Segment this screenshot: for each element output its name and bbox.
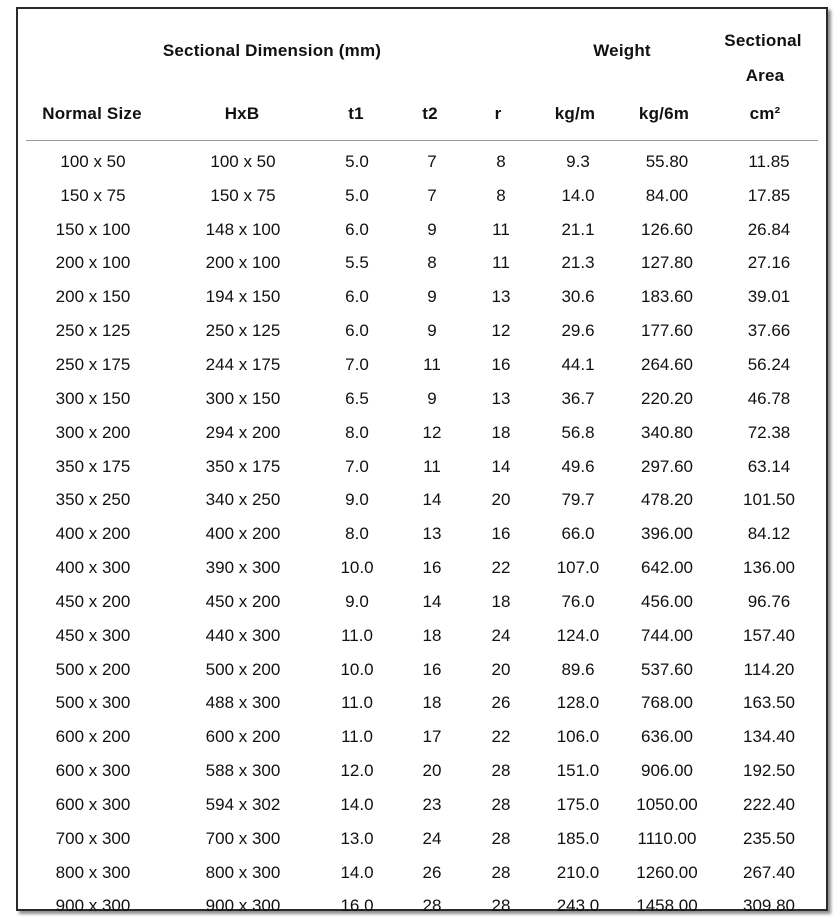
cell-t1: 6.0 — [345, 219, 369, 239]
cell-r: 11 — [492, 219, 510, 239]
table-row — [18, 517, 826, 551]
cell-area-cm2: 84.12 — [747, 524, 791, 544]
cell-kg-per-6m: 396.00 — [641, 524, 693, 544]
cell-kg-per-m: 14.0 — [561, 185, 595, 205]
cell-r: 14 — [491, 456, 511, 476]
cell-r: 13 — [491, 388, 511, 408]
cell-kg-per-6m: 177.60 — [641, 321, 693, 341]
table-row — [18, 348, 826, 382]
cell-hxb: 500 x 200 — [205, 659, 281, 679]
cell-t2: 16 — [422, 659, 442, 679]
cell-t1: 5.0 — [345, 151, 369, 171]
cell-hxb: 390 x 300 — [205, 558, 281, 578]
cell-r: 22 — [491, 727, 511, 747]
cell-hxb: 450 x 200 — [205, 591, 281, 611]
table-row — [18, 856, 826, 890]
cell-kg-per-m: 49.6 — [561, 456, 595, 476]
cell-t2: 9 — [427, 321, 437, 341]
cell-hxb: 200 x 100 — [205, 253, 281, 273]
cell-t2: 12 — [422, 422, 442, 442]
cell-hxb: 300 x 150 — [205, 388, 281, 408]
cell-t1: 16.0 — [340, 896, 374, 916]
cell-kg-per-m: 36.7 — [561, 388, 595, 408]
cell-t2: 17 — [422, 727, 442, 747]
cell-hxb: 150 x 75 — [210, 185, 276, 205]
header-sectional-area-line2: Area — [745, 66, 785, 85]
cell-r: 11 — [492, 253, 510, 273]
cell-normal-size: 150 x 100 — [55, 219, 131, 239]
cell-area-cm2: 235.50 — [743, 828, 795, 848]
cell-kg-per-m: 79.7 — [561, 490, 595, 510]
cell-area-cm2: 134.40 — [743, 727, 795, 747]
table-row — [18, 788, 826, 822]
cell-area-cm2: 157.40 — [743, 625, 795, 645]
table-row — [18, 450, 826, 484]
cell-t1: 5.5 — [345, 253, 369, 273]
cell-t1: 6.5 — [345, 388, 369, 408]
cell-normal-size: 350 x 250 — [55, 490, 131, 510]
table-row — [18, 619, 826, 653]
column-header-t1: t1 — [348, 104, 364, 123]
cell-r: 8 — [496, 151, 506, 171]
cell-hxb: 440 x 300 — [205, 625, 281, 645]
cell-hxb: 700 x 300 — [205, 828, 281, 848]
cell-t1: 10.0 — [340, 659, 374, 679]
cell-hxb: 244 x 175 — [205, 354, 281, 374]
table-body — [18, 145, 826, 923]
cell-hxb: 800 x 300 — [205, 862, 281, 882]
table-row — [18, 416, 826, 450]
cell-normal-size: 150 x 75 — [60, 185, 126, 205]
cell-r: 13 — [491, 287, 511, 307]
cell-area-cm2: 46.78 — [747, 388, 791, 408]
cell-area-cm2: 56.24 — [747, 354, 791, 374]
cell-kg-per-m: 76.0 — [561, 591, 595, 611]
cell-kg-per-6m: 478.20 — [641, 490, 693, 510]
cell-normal-size: 250 x 175 — [55, 354, 131, 374]
cell-t2: 13 — [422, 524, 442, 544]
cell-kg-per-6m: 642.00 — [641, 558, 693, 578]
table-row — [18, 890, 826, 923]
cell-normal-size: 900 x 300 — [55, 896, 131, 916]
cell-t2: 11 — [423, 456, 441, 476]
cell-t2: 11 — [423, 354, 441, 374]
cell-kg-per-m: 243.0 — [556, 896, 600, 916]
cell-area-cm2: 72.38 — [747, 422, 791, 442]
table-row — [18, 213, 826, 247]
cell-t1: 7.0 — [345, 354, 369, 374]
cell-normal-size: 500 x 300 — [55, 693, 131, 713]
cell-hxb: 600 x 200 — [205, 727, 281, 747]
cell-hxb: 148 x 100 — [205, 219, 281, 239]
table-row — [18, 179, 826, 213]
table-row — [18, 687, 826, 721]
cell-kg-per-6m: 537.60 — [641, 659, 693, 679]
cell-kg-per-6m: 906.00 — [641, 761, 693, 781]
table-row — [18, 822, 826, 856]
cell-hxb: 488 x 300 — [205, 693, 281, 713]
cell-kg-per-6m: 297.60 — [641, 456, 693, 476]
cell-area-cm2: 11.85 — [748, 151, 790, 171]
cell-area-cm2: 101.50 — [743, 490, 795, 510]
table-row — [18, 280, 826, 314]
cell-area-cm2: 37.66 — [747, 321, 791, 341]
cell-kg-per-m: 21.1 — [561, 219, 595, 239]
cell-t2: 28 — [422, 896, 442, 916]
cell-area-cm2: 17.85 — [747, 185, 791, 205]
header-divider — [26, 140, 818, 141]
cell-normal-size: 300 x 150 — [55, 388, 131, 408]
cell-kg-per-m: 185.0 — [556, 828, 600, 848]
cell-r: 28 — [491, 862, 511, 882]
cell-t1: 9.0 — [345, 591, 369, 611]
column-header-cm2: cm² — [749, 104, 781, 123]
column-header-kg-per-m: kg/m — [554, 104, 596, 123]
cell-area-cm2: 114.20 — [743, 659, 795, 679]
cell-kg-per-m: 151.0 — [556, 761, 600, 781]
cell-normal-size: 600 x 200 — [55, 727, 131, 747]
cell-normal-size: 100 x 50 — [60, 151, 126, 171]
cell-t2: 14 — [422, 490, 442, 510]
cell-area-cm2: 26.84 — [747, 219, 791, 239]
cell-t1: 11.0 — [341, 625, 373, 645]
cell-normal-size: 300 x 200 — [55, 422, 131, 442]
cell-kg-per-6m: 55.80 — [645, 151, 689, 171]
table-row — [18, 551, 826, 585]
data-table — [18, 145, 826, 923]
column-header-r: r — [494, 104, 502, 123]
cell-area-cm2: 63.14 — [747, 456, 791, 476]
cell-area-cm2: 136.00 — [743, 558, 795, 578]
cell-area-cm2: 163.50 — [743, 693, 795, 713]
cell-t2: 9 — [427, 219, 437, 239]
cell-kg-per-m: 106.0 — [556, 727, 600, 747]
cell-r: 22 — [491, 558, 511, 578]
table-row — [18, 247, 826, 281]
cell-t2: 26 — [422, 862, 442, 882]
cell-r: 18 — [491, 591, 511, 611]
cell-area-cm2: 27.16 — [747, 253, 791, 273]
cell-t1: 8.0 — [345, 422, 369, 442]
cell-kg-per-m: 21.3 — [561, 253, 595, 273]
cell-t2: 16 — [422, 558, 442, 578]
cell-hxb: 594 x 302 — [205, 794, 281, 814]
cell-hxb: 294 x 200 — [205, 422, 281, 442]
cell-normal-size: 600 x 300 — [55, 761, 131, 781]
cell-r: 20 — [491, 490, 511, 510]
cell-normal-size: 250 x 125 — [55, 321, 131, 341]
cell-kg-per-6m: 340.80 — [641, 422, 693, 442]
cell-kg-per-m: 56.8 — [561, 422, 595, 442]
cell-kg-per-6m: 84.00 — [645, 185, 689, 205]
cell-kg-per-6m: 1260.00 — [636, 862, 698, 882]
cell-t1: 14.0 — [340, 862, 374, 882]
cell-area-cm2: 192.50 — [743, 761, 795, 781]
cell-kg-per-6m: 744.00 — [641, 625, 693, 645]
cell-kg-per-m: 44.1 — [561, 354, 595, 374]
table-row — [18, 585, 826, 619]
cell-hxb: 250 x 125 — [205, 321, 281, 341]
cell-normal-size: 200 x 150 — [55, 287, 131, 307]
cell-t2: 7 — [427, 185, 437, 205]
cell-t1: 6.0 — [345, 287, 369, 307]
cell-normal-size: 700 x 300 — [55, 828, 131, 848]
cell-t1: 8.0 — [345, 524, 369, 544]
cell-t1: 14.0 — [340, 794, 374, 814]
cell-normal-size: 200 x 100 — [55, 253, 131, 273]
cell-kg-per-m: 124.0 — [556, 625, 600, 645]
cell-kg-per-m: 89.6 — [561, 659, 595, 679]
cell-kg-per-6m: 127.80 — [641, 253, 693, 273]
cell-normal-size: 450 x 200 — [55, 591, 131, 611]
cell-kg-per-m: 107.0 — [556, 558, 600, 578]
cell-r: 28 — [491, 761, 511, 781]
cell-t1: 10.0 — [340, 558, 374, 578]
cell-normal-size: 500 x 200 — [55, 659, 131, 679]
cell-kg-per-m: 30.6 — [561, 287, 595, 307]
cell-t2: 7 — [427, 151, 437, 171]
cell-t1: 5.0 — [345, 185, 369, 205]
cell-kg-per-6m: 636.00 — [641, 727, 693, 747]
cell-area-cm2: 39.01 — [747, 287, 791, 307]
table-row — [18, 145, 826, 179]
cell-t2: 18 — [422, 625, 442, 645]
cell-hxb: 350 x 175 — [205, 456, 281, 476]
cell-kg-per-m: 128.0 — [556, 693, 600, 713]
cell-t1: 13.0 — [340, 828, 374, 848]
cell-hxb: 100 x 50 — [210, 151, 276, 171]
cell-r: 8 — [496, 185, 506, 205]
cell-t1: 6.0 — [345, 321, 369, 341]
cell-t1: 12.0 — [340, 761, 374, 781]
cell-t2: 23 — [422, 794, 442, 814]
cell-hxb: 400 x 200 — [205, 524, 281, 544]
header-sectional-dimension: Sectional Dimension (mm) — [162, 41, 382, 60]
cell-r: 12 — [491, 321, 511, 341]
cell-kg-per-m: 29.6 — [561, 321, 595, 341]
cell-r: 20 — [491, 659, 511, 679]
cell-t2: 8 — [427, 253, 437, 273]
cell-kg-per-m: 210.0 — [556, 862, 600, 882]
table-row — [18, 754, 826, 788]
column-header-normal-size: Normal Size — [42, 104, 142, 123]
cell-kg-per-6m: 126.60 — [641, 219, 693, 239]
table-row — [18, 483, 826, 517]
table-row — [18, 382, 826, 416]
cell-area-cm2: 96.76 — [747, 591, 791, 611]
cell-t1: 9.0 — [345, 490, 369, 510]
cell-kg-per-6m: 264.60 — [641, 354, 693, 374]
cell-kg-per-6m: 220.20 — [641, 388, 693, 408]
cell-r: 18 — [491, 422, 511, 442]
cell-r: 26 — [491, 693, 511, 713]
column-header-hxb: HxB — [224, 104, 260, 123]
cell-t1: 11.0 — [341, 693, 373, 713]
column-header-t2: t2 — [422, 104, 438, 123]
cell-normal-size: 450 x 300 — [55, 625, 131, 645]
cell-r: 16 — [491, 354, 511, 374]
table-row — [18, 314, 826, 348]
header-sectional-area-line1: Sectional — [724, 31, 802, 50]
cell-kg-per-6m: 768.00 — [641, 693, 693, 713]
cell-kg-per-6m: 183.60 — [641, 287, 693, 307]
cell-kg-per-m: 9.3 — [566, 151, 590, 171]
cell-area-cm2: 222.40 — [743, 794, 795, 814]
cell-r: 28 — [491, 896, 511, 916]
cell-kg-per-6m: 1458.00 — [636, 896, 698, 916]
cell-kg-per-m: 175.0 — [556, 794, 600, 814]
cell-r: 28 — [491, 794, 511, 814]
cell-hxb: 900 x 300 — [205, 896, 281, 916]
cell-r: 28 — [491, 828, 511, 848]
cell-r: 16 — [491, 524, 511, 544]
cell-r: 24 — [491, 625, 511, 645]
cell-t2: 18 — [422, 693, 442, 713]
cell-kg-per-6m: 1110.00 — [637, 828, 697, 848]
cell-hxb: 340 x 250 — [205, 490, 281, 510]
column-header-kg-per-6m: kg/6m — [638, 104, 690, 123]
cell-kg-per-6m: 456.00 — [641, 591, 693, 611]
cell-t1: 11.0 — [341, 727, 373, 747]
cell-normal-size: 350 x 175 — [55, 456, 131, 476]
header-weight: Weight — [593, 41, 651, 60]
cell-kg-per-m: 66.0 — [561, 524, 595, 544]
cell-t2: 24 — [422, 828, 442, 848]
cell-kg-per-6m: 1050.00 — [636, 794, 698, 814]
table-row — [18, 653, 826, 687]
cell-t2: 20 — [422, 761, 442, 781]
cell-area-cm2: 309.80 — [743, 896, 795, 916]
cell-t2: 14 — [422, 591, 442, 611]
cell-normal-size: 600 x 300 — [55, 794, 131, 814]
cell-area-cm2: 267.40 — [743, 862, 795, 882]
cell-t2: 9 — [427, 388, 437, 408]
cell-hxb: 194 x 150 — [205, 287, 281, 307]
cell-normal-size: 400 x 200 — [55, 524, 131, 544]
steel-section-table — [16, 7, 828, 916]
table-row — [18, 720, 826, 754]
cell-t1: 7.0 — [345, 456, 369, 476]
cell-t2: 9 — [427, 287, 437, 307]
cell-hxb: 588 x 300 — [205, 761, 281, 781]
cell-normal-size: 400 x 300 — [55, 558, 131, 578]
cell-normal-size: 800 x 300 — [55, 862, 131, 882]
